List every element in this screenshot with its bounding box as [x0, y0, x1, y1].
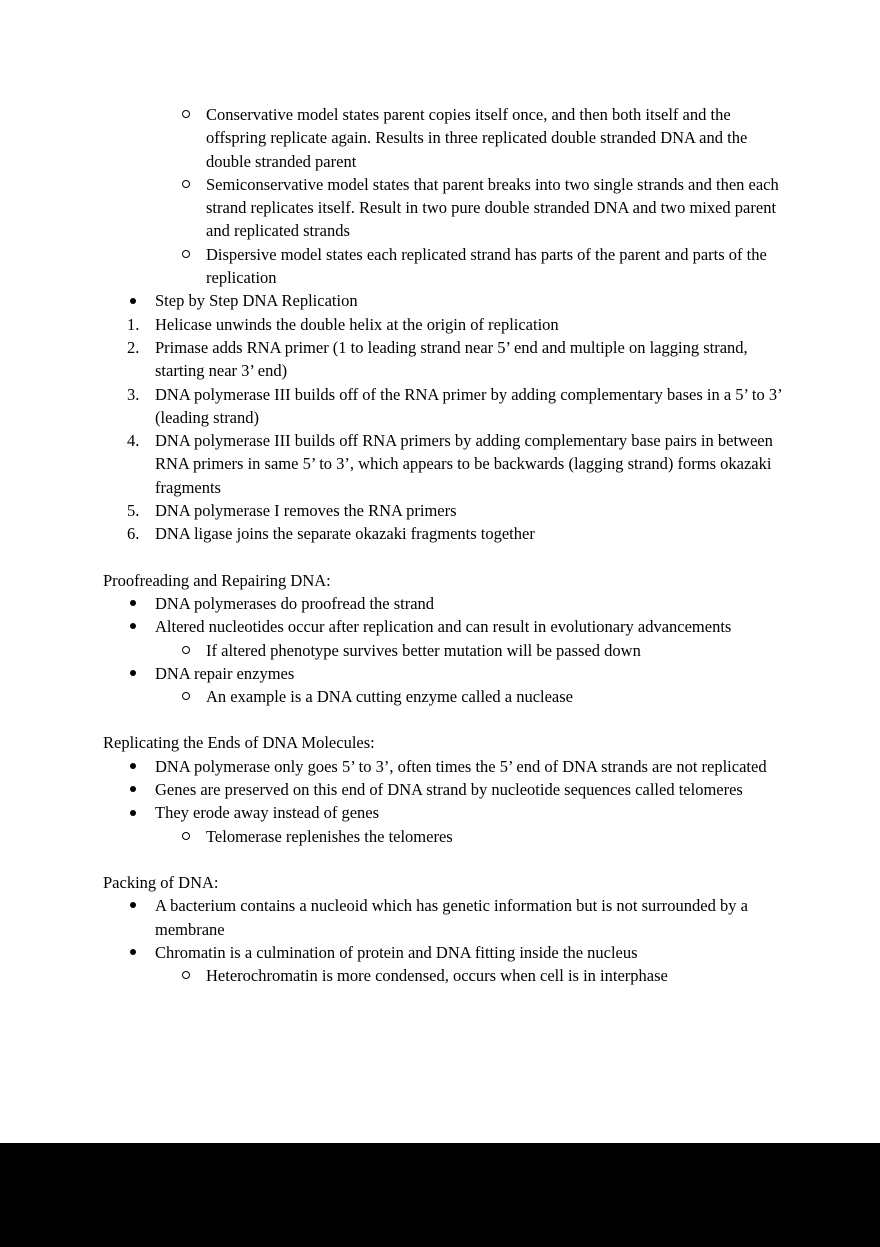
- circle-bullet-icon: [182, 685, 206, 708]
- disc-bullet-icon: [130, 662, 160, 685]
- circle-bullet-icon: [182, 825, 206, 848]
- list-item: [103, 825, 793, 848]
- list-item: [103, 289, 793, 312]
- list-item-text: A bacterium contains a nucleoid which has genetic information but is not surrounded by a membrane: [155, 896, 748, 939]
- list-number: 1.: [127, 314, 140, 334]
- disc-bullet-icon: [130, 801, 160, 824]
- section-gap: [103, 546, 793, 569]
- section-replicating-the-ends-of-dna-molecules: [103, 731, 793, 847]
- page-footer-band: [0, 1143, 880, 1247]
- list-number: 2.: [127, 337, 140, 357]
- list-item-text: Step by Step DNA Replication: [155, 291, 358, 311]
- list-item-text: Helicase unwinds the double helix at the origin of replication: [155, 314, 559, 334]
- list-item: [103, 685, 793, 708]
- list-number: 6.: [127, 524, 140, 544]
- list-item-text: DNA polymerase III builds off of the RNA primer by adding complementary bases in a 5’ to 3’ (leading strand): [155, 384, 782, 427]
- disc-bullet-icon: [130, 592, 160, 615]
- list-item-text: If altered phenotype survives better mutation will be passed down: [206, 640, 641, 660]
- list-number: 3.: [127, 384, 140, 404]
- numbered-list-item: [103, 429, 793, 499]
- list-item-text: Semiconservative model states that parent breaks into two single strands and then each strand replicates itself. Result in two pure double stranded DNA and two mixed parent and replicated strands: [206, 174, 779, 241]
- disc-bullet-icon: [130, 755, 160, 778]
- list-item: [103, 639, 793, 662]
- list-item-text: DNA polymerase only goes 5’ to 3’, often times the 5’ end of DNA strands are not replicated: [155, 756, 767, 776]
- list-number: 4.: [127, 431, 140, 451]
- list-item-text: They erode away instead of genes: [155, 803, 380, 823]
- list-item: [103, 592, 793, 615]
- circle-bullet-icon: [182, 243, 206, 266]
- list-item: [103, 964, 793, 987]
- list-item-text: Telomerase replenishes the telomeres: [206, 826, 453, 846]
- list-item-text: DNA polymerases do proofread the strand: [155, 593, 435, 613]
- section-heading: Packing of DNA:: [103, 872, 219, 892]
- numbered-list-item: [103, 522, 793, 545]
- disc-bullet-icon: [130, 894, 160, 917]
- list-item: [103, 243, 793, 290]
- circle-bullet-icon: [182, 964, 206, 987]
- numbered-list-item: [103, 383, 793, 430]
- list-item: [103, 173, 793, 243]
- list-item-text: Altered nucleotides occur after replication and can result in evolutionary advancements: [155, 617, 732, 637]
- list-number: 5.: [127, 501, 140, 521]
- list-item-text: Chromatin is a culmination of protein and DNA fitting inside the nucleus: [155, 942, 638, 962]
- section-heading: Replicating the Ends of DNA Molecules:: [103, 733, 375, 753]
- document-body: [103, 103, 793, 987]
- list-item: [103, 755, 793, 778]
- section-heading: Proofreading and Repairing DNA:: [103, 570, 331, 590]
- list-item: [103, 894, 793, 941]
- list-item: [103, 801, 793, 824]
- list-item-text: Primase adds RNA primer (1 to leading strand near 5’ end and multiple on lagging strand, starting near 3’ end): [155, 337, 748, 381]
- circle-bullet-icon: [182, 103, 206, 126]
- section-gap: [103, 848, 793, 871]
- list-item-text: Dispersive model states each replicated strand has parts of the parent and parts of the replication: [206, 244, 767, 288]
- disc-bullet-icon: [130, 941, 160, 964]
- list-item: [103, 778, 793, 801]
- section-gap: [103, 708, 793, 731]
- numbered-list-item: [103, 313, 793, 336]
- list-item: [103, 103, 793, 173]
- list-item-text: DNA repair enzymes: [155, 663, 295, 683]
- disc-bullet-icon: [130, 778, 160, 801]
- list-item: [103, 662, 793, 685]
- circle-bullet-icon: [182, 639, 206, 662]
- disc-bullet-icon: [130, 615, 160, 638]
- list-item: [103, 941, 793, 964]
- list-item-text: DNA polymerase I removes the RNA primers: [155, 501, 457, 521]
- list-item-text: Genes are preserved on this end of DNA strand by nucleotide sequences called telomeres: [155, 780, 743, 800]
- section-proofreading-and-repairing-dna: [103, 569, 793, 709]
- disc-bullet-icon: [130, 289, 160, 312]
- list-item-text: DNA ligase joins the separate okazaki fragments together: [155, 524, 535, 544]
- numbered-list-item: [103, 336, 793, 383]
- list-item-text: DNA polymerase III builds off RNA primers by adding complementary base pairs in between RNA primers in same 5’ to 3’, which appears to be backwards (lagging strand) forms okazaki fragments: [155, 431, 773, 497]
- list-item-text: Heterochromatin is more condensed, occurs when cell is in interphase: [206, 966, 668, 986]
- list-item: [103, 615, 793, 638]
- numbered-list-item: [103, 499, 793, 522]
- section-dna-replication-models: [103, 103, 793, 546]
- list-item-text: An example is a DNA cutting enzyme called a nuclease: [206, 687, 573, 707]
- circle-bullet-icon: [182, 173, 206, 196]
- section-packing-of-dna: [103, 871, 793, 987]
- list-item-text: Conservative model states parent copies itself once, and then both itself and the offspring replicate again. Results in three replicated double stranded DNA and the double stranded parent: [206, 105, 748, 171]
